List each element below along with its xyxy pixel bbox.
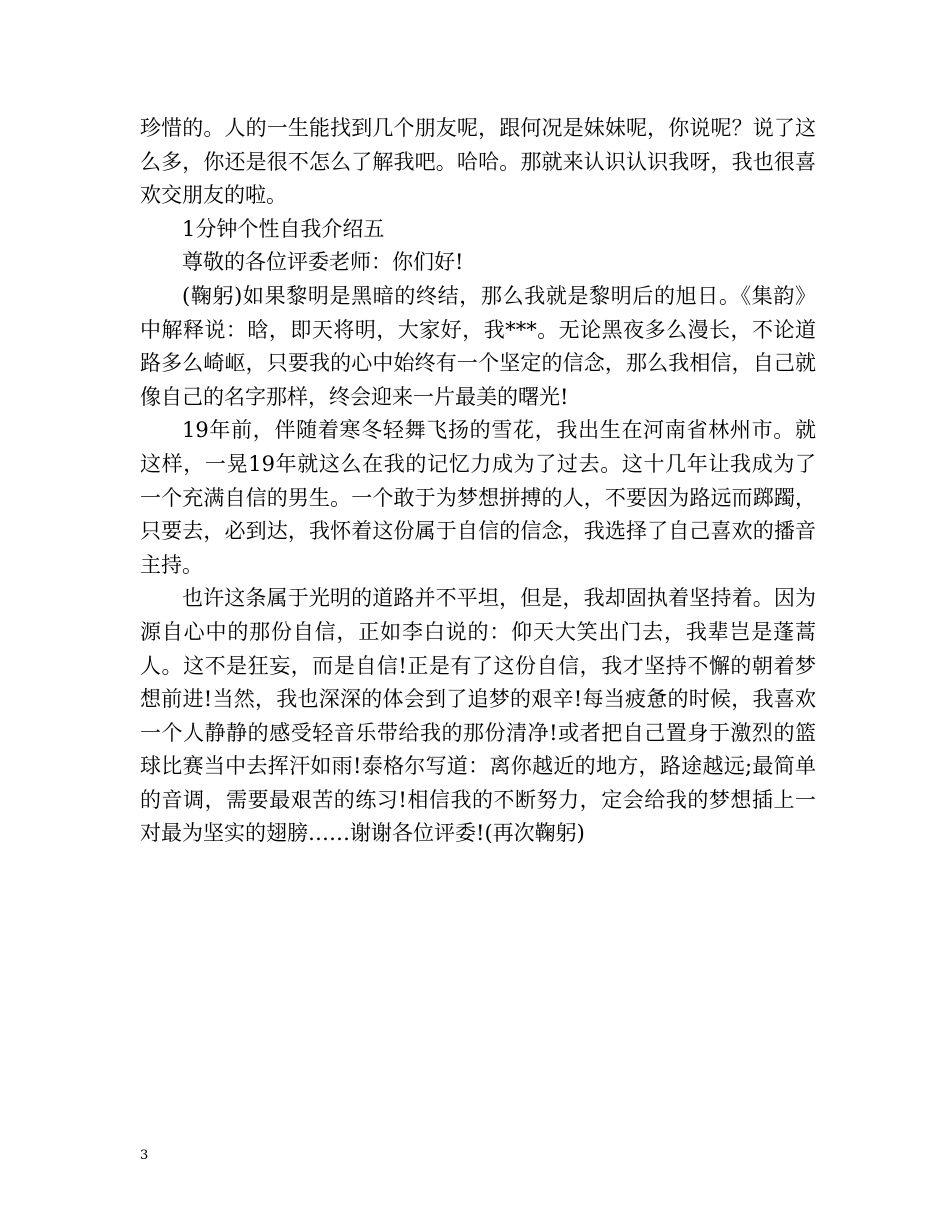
paragraph-opening: (鞠躬)如果黎明是黑暗的终结，那么我就是黎明后的旭日。《集韵》中解释说：晗，即天将明，大家好，我***。无论黑夜多么漫长，不论道路多么崎岖，只要我的心中始终有一个坚定的信念，那么我相信，自己就像自己的名字那样，终会迎来一片最美的曙光! — [140, 283, 816, 409]
salutation: 尊敬的各位评委老师：你们好! — [182, 250, 464, 275]
section-heading: 1分钟个性自我介绍五 — [182, 216, 385, 241]
paragraph-continuation: 珍惜的。人的一生能找到几个朋友呢，跟何况是妹妹呢，你说呢？说了这么多，你还是很不怎么了解我吧。哈哈。那就来认识认识我呀，我也很喜欢交朋友的啦。 — [140, 116, 816, 208]
paragraph-closing: 也许这条属于光明的道路并不平坦，但是，我却固执着坚持着。因为源自心中的那份自信，正如李白说的：仰天大笑出门去，我辈岂是蓬蒿人。这不是狂妄，而是自信!正是有了这份自信，我才坚持不懈的朝着梦想前进!当然，我也深深的体会到了追梦的艰辛!每当疲惫的时候，我喜欢一个人静静的感受轻音乐带给我的那份清净!或者把自己置身于激烈的篮球比赛当中去挥汗如雨!泰格尔写道：离你越近的地方，路途越远;最简单的音调，需要最艰苦的练习!相信我的不断努力，定会给我的梦想插上一对最为坚实的翅膀……谢谢各位评委!(再次鞠躬) — [140, 586, 816, 846]
paragraph-background: 19年前，伴随着寒冬轻舞飞扬的雪花，我出生在河南省林州市。就这样，一晃19年就这么在我的记忆力成为了过去。这十几年让我成为了一个充满自信的男生。一个敢于为梦想拼搏的人，不要因为路远而踯躅，只要去，必到达，我怀着这份属于自信的信念，我选择了自己喜欢的播音主持。 — [140, 418, 816, 577]
page-number: 3 — [140, 1148, 149, 1163]
document-body — [140, 112, 816, 851]
